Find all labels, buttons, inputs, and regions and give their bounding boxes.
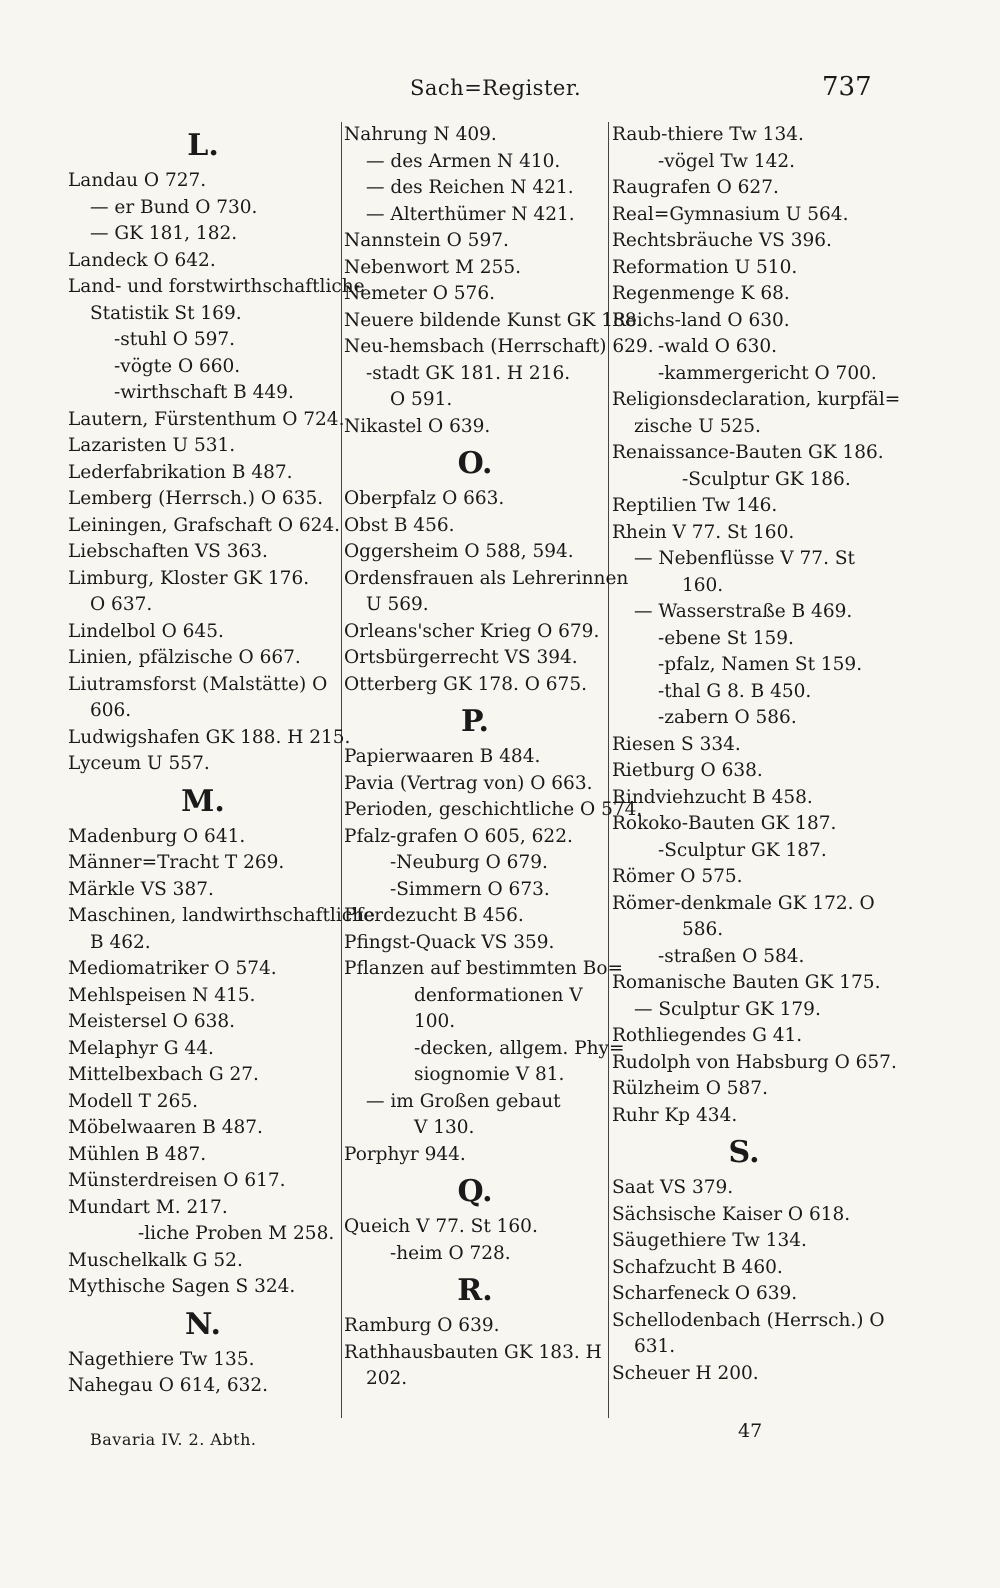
section-letter: O. [457,446,493,481]
index-entry: Maschinen, landwirthschaftliche [68,905,375,926]
index-entry: Land- und forstwirthschaftliche [68,276,365,297]
index-entry: Neu-hemsbach (Herrschaft) 629. [344,336,654,357]
index-entry: Pfingst-Quack VS 359. [344,931,555,953]
index-entry: 631. [634,1336,676,1357]
index-entry: Nagethiere Tw 135. [68,1348,255,1370]
index-entry: Pferdezucht B 456. [344,905,524,926]
index-entry: Madenburg O 641. [68,825,246,847]
index-entry: Lederfabrikation B 487. [68,461,293,483]
index-entry: Möbelwaaren B 487. [68,1117,263,1138]
page-header-title: Sach=Register. [410,76,582,100]
index-entry: Pflanzen auf bestimmten Bo= [344,958,624,979]
index-entry: Rechtsbräuche VS 396. [612,230,832,251]
index-column-middle [344,122,654,1393]
index-entry: — Sculptur GK 179. [634,998,821,1020]
index-entry: Mühlen B 487. [68,1143,207,1165]
index-entry: Leiningen, Grafschaft O 624. [68,514,341,536]
index-entry: 606. [90,700,132,721]
index-entry: -kammergericht O 700. [658,362,877,384]
index-column-left [68,122,375,1400]
index-entry: Märkle VS 387. [68,878,214,900]
index-entry: zische U 525. [634,415,761,437]
index-entry: Rathhausbauten GK 183. H [344,1341,602,1363]
index-entry: Raugrafen O 627. [612,177,779,198]
index-entry: Mundart M. 217. [68,1196,228,1218]
index-entry: -heim O 728. [390,1242,511,1264]
index-entry: Säugethiere Tw 134. [612,1230,807,1251]
index-entry: 100. [414,1011,456,1032]
index-entry: Riesen S 334. [612,733,741,755]
index-entry: Oggersheim O 588, 594. [344,541,574,562]
index-entry: Raub-thiere Tw 134. [612,124,804,145]
index-entry: -stuhl O 597. [114,329,236,350]
index-entry: -vögte O 660. [114,355,241,377]
index-entry: Queich V 77. St 160. [344,1216,538,1237]
index-entry: — Alterthümer N 421. [366,203,575,225]
index-entry: 202. [366,1368,408,1389]
index-entry: Ruhr Kp 434. [612,1104,738,1126]
section-letter: L. [187,128,219,163]
column-divider [341,122,342,1418]
index-entry: Saat VS 379. [612,1177,734,1198]
index-entry: Ortsbürgerrecht VS 394. [344,647,578,668]
index-entry: Lautern, Fürstenthum O 724. [68,408,345,430]
index-entry: Römer-denkmale GK 172. O [612,892,875,914]
index-entry: Ordensfrauen als Lehrerinnen [344,567,629,589]
index-entry: — Nebenflüsse V 77. St [634,548,855,569]
index-entry: Nahegau O 614, 632. [68,1375,269,1396]
index-entry: Lindelbol O 645. [68,620,224,642]
index-entry: Römer O 575. [612,866,743,887]
index-entry: Mythische Sagen S 324. [68,1276,296,1297]
index-entry: -Sculptur GK 187. [658,839,827,861]
sheet-number: 47 [738,1420,763,1442]
printer-signature: Bavaria IV. 2. Abth. [90,1430,257,1449]
index-entry: Reptilien Tw 146. [612,495,778,516]
index-entry: Religionsdeclaration, kurpfäl= [612,389,901,410]
index-entry: Rindviehzucht B 458. [612,786,813,808]
index-entry: Mediomatriker O 574. [68,958,277,979]
index-entry: Linien, pfälzische O 667. [68,647,301,668]
index-entry: -vögel Tw 142. [658,150,796,172]
index-entry: Nahrung N 409. [344,124,497,145]
index-entry: Mittelbexbach G 27. [68,1064,259,1085]
index-entry: Nemeter O 576. [344,283,495,304]
index-entry: Romanische Bauten GK 175. [612,972,881,993]
index-entry: Lemberg (Herrsch.) O 635. [68,488,324,509]
index-entry: Nebenwort M 255. [344,256,521,278]
index-entry: -liche Proben M 258. [138,1223,335,1244]
index-entry: Regenmenge K 68. [612,283,790,304]
index-entry: Schafzucht B 460. [612,1256,783,1278]
index-entry: Rothliegendes G 41. [612,1025,803,1046]
page-number: 737 [822,72,872,102]
index-entry: Papierwaaren B 484. [344,746,541,767]
index-entry: -wirthschaft B 449. [114,382,294,403]
index-entry: Ludwigshafen GK 188. H 215. [68,726,351,748]
index-entry: Männer=Tracht T 269. [68,852,285,873]
index-entry: — des Armen N 410. [366,150,561,172]
index-entry: — er Bund O 730. [90,196,258,218]
index-entry: Perioden, geschichtliche O 574. [344,799,643,820]
index-entry: Modell T 265. [68,1090,198,1112]
index-entry: -wald O 630. [658,336,777,357]
index-entry: Nannstein O 597. [344,230,509,251]
index-entry: O 637. [90,594,153,615]
index-entry: Neuere bildende Kunst GK 188. [344,309,643,331]
index-entry: O 591. [390,389,453,410]
index-entry: siognomie V 81. [414,1064,565,1085]
index-entry: — Wasserstraße B 469. [634,601,853,622]
section-letter: P. [460,704,490,739]
index-entry: Landeck O 642. [68,249,216,271]
index-entry: Pfalz-grafen O 605, 622. [344,825,573,847]
index-entry: -Neuburg O 679. [390,852,548,873]
index-entry: Münsterdreisen O 617. [68,1170,286,1191]
index-entry: Ramburg O 639. [344,1315,500,1336]
index-entry: Rietburg O 638. [612,760,763,781]
index-entry: V 130. [414,1117,475,1138]
index-entry: Otterberg GK 178. O 675. [344,673,587,695]
index-entry: Rülzheim O 587. [612,1078,768,1099]
section-letter: M. [181,783,225,819]
index-entry: U 569. [366,594,429,615]
index-entry: — GK 181, 182. [90,223,238,244]
index-entry: Scharfeneck O 639. [612,1283,798,1304]
index-entry: Meistersel O 638. [68,1011,236,1032]
index-entry: denformationen V [414,984,583,1006]
index-entry: -Simmern O 673. [390,878,550,900]
index-entry: Renaissance-Bauten GK 186. [612,442,884,463]
index-entry: Schellodenbach (Herrsch.) O [612,1309,885,1331]
index-entry: -straßen O 584. [658,945,805,967]
index-entry: Statistik St 169. [90,302,242,324]
index-entry: Porphyr 944. [344,1143,466,1165]
index-entry: Limburg, Kloster GK 176. [68,567,310,589]
section-letter: Q. [457,1174,493,1209]
index-entry: Pavia (Vertrag von) O 663. [344,772,593,794]
index-entry: Scheuer H 200. [612,1362,759,1384]
index-entry: -thal G 8. B 450. [658,680,812,702]
index-entry: Melaphyr G 44. [68,1037,214,1059]
index-entry: Oberpfalz O 663. [344,488,505,509]
index-entry: Rudolph von Habsburg O 657. [612,1051,897,1073]
index-entry: -pfalz, Namen St 159. [658,654,863,675]
section-letter: N. [185,1306,221,1342]
index-entry: Lyceum U 557. [68,753,210,774]
index-entry: -zabern O 586. [658,707,797,728]
index-entry: — des Reichen N 421. [366,177,574,198]
index-entry: Landau O 727. [68,170,207,191]
index-entry: Rokoko-Bauten GK 187. [612,813,837,834]
index-entry: 160. [682,574,724,596]
section-letter: R. [457,1273,493,1308]
index-entry: Orleans'scher Krieg O 679. [344,620,600,642]
index-entry: Obst B 456. [344,514,455,536]
index-column-right [612,122,901,1387]
index-entry: 586. [682,919,724,940]
index-entry: Reichs-land O 630. [612,309,790,331]
index-entry: -ebene St 159. [658,627,794,649]
section-letter: S. [728,1135,760,1170]
index-entry: B 462. [90,931,151,953]
index-entry: Nikastel O 639. [344,415,491,437]
index-entry: Muschelkalk G 52. [68,1249,243,1271]
index-entry: Lazaristen U 531. [68,435,236,456]
index-entry: Rhein V 77. St 160. [612,521,795,543]
index-entry: Liebschaften VS 363. [68,541,268,562]
index-entry: Sächsische Kaiser O 618. [612,1203,851,1225]
index-entry: -stadt GK 181. H 216. [366,362,571,384]
index-entry: -decken, allgem. Phy= [414,1037,625,1059]
index-entry: Mehlspeisen N 415. [68,984,256,1006]
index-entry: Liutramsforst (Malstätte) O [68,673,328,695]
index-entry: -Sculptur GK 186. [682,468,851,490]
index-entry: Real=Gymnasium U 564. [612,203,849,225]
index-entry: Reformation U 510. [612,256,798,278]
index-entry: — im Großen gebaut [366,1090,561,1112]
